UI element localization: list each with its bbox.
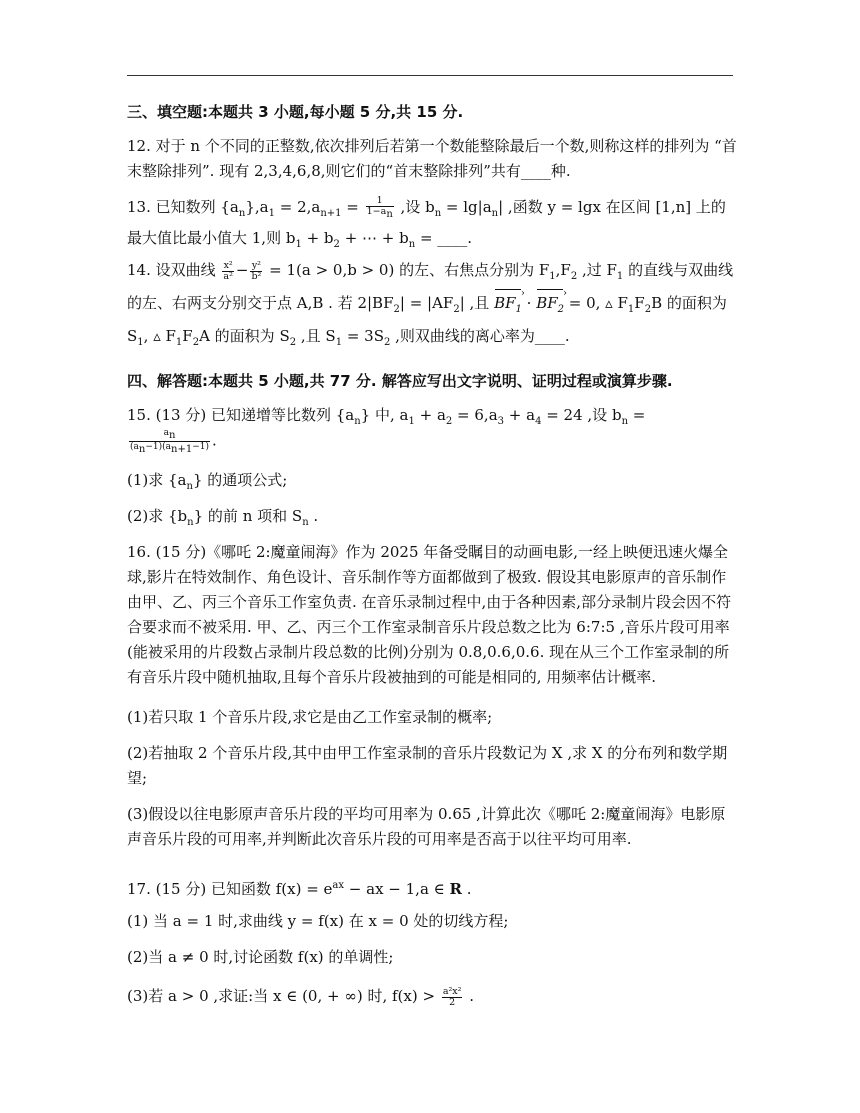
question-14: 14. 设双曲线 $\frac{\text{x²}}{\text{a²}}$ − $\frac{\text{y²}}{\text{b²}}$ = 1(a > 0,b > 0) 的左、右焦点分别为 $F_1,F_2$ ,过 $F_1$ 的直线与双曲线的左、右两支分别交于点 A,B . 若 $2|BF_2| = |AF_2|$ ,且 $BF_1$ › · $BF_2$ › = 0, ▵ $F_1F_2B$ 的面积为 $S_1$, ▵ $F_1F_2A$ 的面积为 $S_2$ ,且 $S_1 = 3S_2$ ,则双曲线的离心率为____. <box>127 257 739 356</box>
question-15-part2: (2)求 $\{b_n\}$ 的前 n 项和 $S_n$ . <box>127 507 319 528</box>
question-15-stem: 15. (13 分) 已知递增等比数列 $\{a_n\}$ 中, $a_1 + a_2 = 6,a_3 + a_4 = 24$ ,设 $b_n$ = <box>127 406 646 427</box>
section3-title: 三、填空题:本题共 3 小题,每小题 5 分,共 15 分. <box>127 103 464 121</box>
question-17-part3: (3)若 a > 0 ,求证:当 x ∈ (0, + ∞) 时, f(x) > $\frac{\text{a²x²}}{2}$ . <box>127 985 474 1008</box>
question-15-fraction: $\frac{a_n}{(a_n-1)(a_{n+1}-1)}$ . <box>130 428 217 455</box>
q13-fraction: $\frac{1}{1-a_n}$ <box>366 195 393 220</box>
q14-frac-x: $\frac{\text{x²}}{\text{a²}}$ <box>223 259 233 282</box>
q17-fraction: $\frac{\text{a²x²}}{2}$ <box>442 985 462 1008</box>
question-15-part1: (1)求 $\{a_n\}$ 的通项公式; <box>127 471 288 492</box>
question-16-part3: (3)假设以往电影原声音乐片段的平均可用率为 0.65 ,计算此次《哪吒 2:魔童闹海》电影原声音乐片段的可用率,并判断此次音乐片段的可用率是否高于以往平均可用率. <box>127 805 726 848</box>
question-17-stem: 17. (15 分) 已知函数 $f(x) = e^{ax}$ − ax − 1,a ∈ R . <box>127 880 472 898</box>
vector-bf2: $BF_2$ › <box>536 290 564 323</box>
section4-title: 四、解答题:本题共 5 小题,共 77 分. 解答应写出文字说明、证明过程或演算步骤. <box>127 372 673 390</box>
question-17-part1: (1) 当 a = 1 时,求曲线 y = f(x) 在 x = 0 处的切线方程; <box>127 912 509 930</box>
q14-frac-y: $\frac{\text{y²}}{\text{b²}}$ <box>251 259 262 282</box>
question-13: 13. 已知数列 $\{a_n\},a_1 = 2,a_{n+1}$ = $\frac{1}{1-a_n}$ ,设 $b_n = \lg|a_n|$ ,函数 y = lgx 在区间 [1,n] 上的最大值比最小值大 1,则 $b_1 + b_2$ + ⋯ + $b_n$ = ____. <box>127 195 726 250</box>
top-rule <box>127 75 733 76</box>
vector-bf1: $BF_1$ › <box>494 290 522 323</box>
q15-b-fraction: $\frac{a_n}{(a_n-1)(a_{n+1}-1)}$ <box>130 428 209 455</box>
question-16-part1: (1)若只取 1 个音乐片段,求它是由乙工作室录制的概率; <box>127 708 493 726</box>
question-16-part2: (2)若抽取 2 个音乐片段,其中由甲工作室录制的音乐片段数记为 X ,求 X 的分布列和数学期望; <box>127 744 728 787</box>
question-17-part2: (2)当 a ≠ 0 时,讨论函数 f(x) 的单调性; <box>127 948 394 966</box>
question-16-body: 16. (15 分)《哪吒 2:魔童闹海》作为 2025 年备受瞩目的动画电影,一经上映便迅速火爆全球,影片在特效制作、角色设计、音乐制作等方面都做到了极致. 假设其电影原声的音乐制作由甲、乙、丙三个音乐工作室负责. 在音乐录制过程中,由于各种因素,部分录制片段会因不符合要求而不被采用. 甲、乙、丙三个工作室录制音乐片段总数之比为 6:7:5 ,音乐片段可用率(能被采用的片段数占录制片段总数的比例)分别为 0.8,0.6,0.6. 现在从三个工作室录制的所有音乐片段中随机抽取,且每个音乐片段被抽到的可能是相同的, 用频率估计概率. <box>127 543 732 686</box>
question-12: 12. 对于 n 个不同的正整数,依次排列后若第一个数能整除最后一个数,则称这样的排列为 “首末整除排列”. 现有 2,3,4,6,8,则它们的“首末整除排列”共有____种. <box>127 137 737 180</box>
